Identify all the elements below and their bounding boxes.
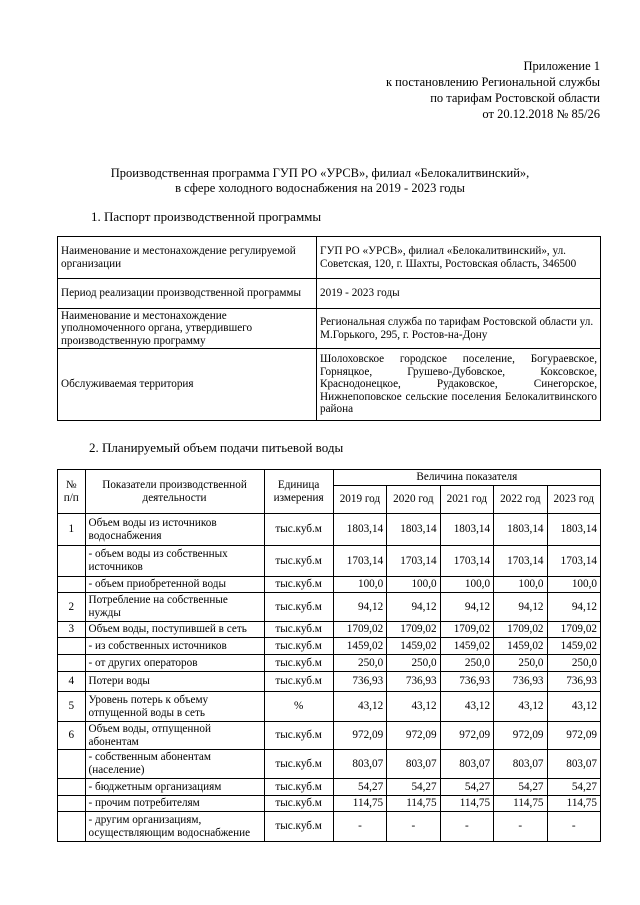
passport-label: Период реализации производственной программы bbox=[58, 279, 317, 309]
row-value: 250,0 bbox=[333, 655, 386, 672]
col-header-name: Показатели производственной деятельности bbox=[85, 470, 264, 514]
row-number bbox=[58, 577, 86, 593]
row-value: 1709,02 bbox=[440, 622, 493, 638]
row-number bbox=[58, 750, 86, 779]
row-value: 54,27 bbox=[440, 779, 493, 796]
row-number bbox=[58, 655, 86, 672]
row-value: 1459,02 bbox=[387, 638, 440, 655]
row-unit: тыс.куб.м bbox=[264, 750, 333, 779]
row-value: - bbox=[387, 812, 440, 842]
row-value: 114,75 bbox=[333, 796, 386, 812]
row-value: 114,75 bbox=[440, 796, 493, 812]
title-line: в сфере холодного водоснабжения на 2019 - 2023 годы bbox=[175, 181, 465, 195]
appendix-line: по тарифам Ростовской области bbox=[430, 91, 600, 105]
table-row bbox=[58, 593, 601, 622]
document-title bbox=[0, 166, 640, 196]
row-unit: тыс.куб.м bbox=[264, 546, 333, 577]
row-number: 5 bbox=[58, 692, 86, 722]
table-row bbox=[58, 812, 601, 842]
passport-value: Шолоховское городское поселение, Богураевское, Горняцкое, Грушево-Дубовское, Коксовское, Краснодонецкое, Рудаковское, Синегорское, Нижнепоповское сельские поселения Белокалитвинского района bbox=[317, 349, 601, 421]
row-value: 736,93 bbox=[333, 672, 386, 692]
table-row bbox=[58, 692, 601, 722]
appendix-line: к постановлению Региональной службы bbox=[385, 75, 600, 89]
row-value: 114,75 bbox=[494, 796, 547, 812]
row-name: Объем воды, отпущенной абонентам bbox=[85, 722, 264, 750]
row-value: 972,09 bbox=[333, 722, 386, 750]
table-row bbox=[58, 514, 601, 546]
passport-value: 2019 - 2023 годы bbox=[317, 279, 601, 309]
row-value: 94,12 bbox=[547, 593, 600, 622]
row-value: 114,75 bbox=[547, 796, 600, 812]
row-number: 4 bbox=[58, 672, 86, 692]
table-row bbox=[58, 796, 601, 812]
row-value: 1459,02 bbox=[494, 638, 547, 655]
row-value: 736,93 bbox=[440, 672, 493, 692]
row-value: 100,0 bbox=[333, 577, 386, 593]
row-value: 1709,02 bbox=[387, 622, 440, 638]
row-value: 100,0 bbox=[387, 577, 440, 593]
row-value: 43,12 bbox=[494, 692, 547, 722]
appendix-block bbox=[386, 58, 600, 122]
row-value: 94,12 bbox=[440, 593, 493, 622]
row-name: - прочим потребителям bbox=[85, 796, 264, 812]
row-unit: тыс.куб.м bbox=[264, 514, 333, 546]
row-number: 6 bbox=[58, 722, 86, 750]
row-number: 1 bbox=[58, 514, 86, 546]
row-name: Объем воды, поступившей в сеть bbox=[85, 622, 264, 638]
row-value: 1803,14 bbox=[387, 514, 440, 546]
row-value: 250,0 bbox=[547, 655, 600, 672]
row-value: - bbox=[440, 812, 493, 842]
row-value: 1459,02 bbox=[547, 638, 600, 655]
row-value: 250,0 bbox=[440, 655, 493, 672]
appendix-line: Приложение 1 bbox=[523, 59, 600, 73]
row-value: 736,93 bbox=[494, 672, 547, 692]
row-value: 1459,02 bbox=[440, 638, 493, 655]
table-row bbox=[58, 672, 601, 692]
row-name: - собственным абонентам (население) bbox=[85, 750, 264, 779]
row-value: 100,0 bbox=[440, 577, 493, 593]
col-header-year: 2020 год bbox=[387, 486, 440, 514]
appendix-line: от 20.12.2018 № 85/26 bbox=[482, 107, 600, 121]
row-value: 94,12 bbox=[333, 593, 386, 622]
col-header-no: № п/п bbox=[58, 470, 86, 514]
row-value: 43,12 bbox=[440, 692, 493, 722]
table-row bbox=[58, 722, 601, 750]
table-row bbox=[58, 779, 601, 796]
row-value: 972,09 bbox=[494, 722, 547, 750]
row-unit: тыс.куб.м bbox=[264, 577, 333, 593]
row-name: - из собственных источников bbox=[85, 638, 264, 655]
row-value: 94,12 bbox=[494, 593, 547, 622]
row-number: 3 bbox=[58, 622, 86, 638]
row-name: Потери воды bbox=[85, 672, 264, 692]
passport-label: Обслуживаемая территория bbox=[58, 349, 317, 421]
row-unit: тыс.куб.м bbox=[264, 779, 333, 796]
row-value: 250,0 bbox=[387, 655, 440, 672]
row-value: 1703,14 bbox=[387, 546, 440, 577]
passport-value: ГУП РО «УРСВ», филиал «Белокалитвинский», ул. Советская, 120, г. Шахты, Ростовская область, 346500 bbox=[317, 237, 601, 279]
col-header-year: 2022 год bbox=[494, 486, 547, 514]
row-value: 803,07 bbox=[387, 750, 440, 779]
row-unit: тыс.куб.м bbox=[264, 622, 333, 638]
row-value: 972,09 bbox=[440, 722, 493, 750]
table-row bbox=[58, 750, 601, 779]
table-row bbox=[58, 655, 601, 672]
row-value: 803,07 bbox=[440, 750, 493, 779]
row-name: Потребление на собственные нужды bbox=[85, 593, 264, 622]
row-value: 1703,14 bbox=[333, 546, 386, 577]
col-header-year: 2021 год bbox=[440, 486, 493, 514]
row-unit: тыс.куб.м bbox=[264, 672, 333, 692]
row-value: 54,27 bbox=[333, 779, 386, 796]
table-row bbox=[58, 279, 601, 309]
row-value: 803,07 bbox=[494, 750, 547, 779]
row-value: 1803,14 bbox=[333, 514, 386, 546]
row-value: 803,07 bbox=[333, 750, 386, 779]
table-row bbox=[58, 577, 601, 593]
row-value: 1703,14 bbox=[494, 546, 547, 577]
row-value: - bbox=[494, 812, 547, 842]
row-unit: тыс.куб.м bbox=[264, 796, 333, 812]
row-value: 100,0 bbox=[494, 577, 547, 593]
row-value: 972,09 bbox=[547, 722, 600, 750]
row-value: 114,75 bbox=[387, 796, 440, 812]
row-value: 54,27 bbox=[387, 779, 440, 796]
row-value: 100,0 bbox=[547, 577, 600, 593]
row-value: 94,12 bbox=[387, 593, 440, 622]
table-row bbox=[58, 622, 601, 638]
row-value: 1709,02 bbox=[333, 622, 386, 638]
row-unit: тыс.куб.м bbox=[264, 593, 333, 622]
row-value: 736,93 bbox=[547, 672, 600, 692]
row-value: 43,12 bbox=[547, 692, 600, 722]
section-heading-passport: 1. Паспорт производственной программы bbox=[91, 209, 322, 224]
row-unit: % bbox=[264, 692, 333, 722]
row-unit: тыс.куб.м bbox=[264, 812, 333, 842]
row-value: 1803,14 bbox=[440, 514, 493, 546]
row-value: 43,12 bbox=[333, 692, 386, 722]
row-value: 1709,02 bbox=[494, 622, 547, 638]
table-row bbox=[58, 237, 601, 279]
row-name: - от других операторов bbox=[85, 655, 264, 672]
passport-table bbox=[57, 236, 601, 421]
row-number bbox=[58, 812, 86, 842]
row-unit: тыс.куб.м bbox=[264, 638, 333, 655]
row-value: 736,93 bbox=[387, 672, 440, 692]
row-value: 43,12 bbox=[387, 692, 440, 722]
row-value: 1803,14 bbox=[494, 514, 547, 546]
row-value: 1709,02 bbox=[547, 622, 600, 638]
row-value: 803,07 bbox=[547, 750, 600, 779]
row-unit: тыс.куб.м bbox=[264, 655, 333, 672]
table-row bbox=[58, 309, 601, 349]
passport-label: Наименование и местонахождение уполномоченного органа, утвердившего производственную программу bbox=[58, 309, 317, 349]
row-number bbox=[58, 796, 86, 812]
row-value: 1703,14 bbox=[547, 546, 600, 577]
row-value: 1459,02 bbox=[333, 638, 386, 655]
col-header-year: 2023 год bbox=[547, 486, 600, 514]
row-number bbox=[58, 546, 86, 577]
table-row bbox=[58, 638, 601, 655]
row-name: Объем воды из источников водоснабжения bbox=[85, 514, 264, 546]
row-number bbox=[58, 638, 86, 655]
row-number bbox=[58, 779, 86, 796]
row-value: 54,27 bbox=[547, 779, 600, 796]
passport-value: Региональная служба по тарифам Ростовской области ул. М.Горького, 295, г. Ростов-на-Дону bbox=[317, 309, 601, 349]
col-header-value-group: Величина показателя bbox=[333, 470, 600, 486]
row-value: - bbox=[333, 812, 386, 842]
table-row bbox=[58, 546, 601, 577]
table-row bbox=[58, 349, 601, 421]
row-value: 1803,14 bbox=[547, 514, 600, 546]
row-name: - бюджетным организациям bbox=[85, 779, 264, 796]
col-header-unit: Единица измерения bbox=[264, 470, 333, 514]
section-heading-volume: 2. Планируемый объем подачи питьевой воды bbox=[89, 440, 344, 455]
table-header-row bbox=[58, 470, 601, 486]
row-value: 250,0 bbox=[494, 655, 547, 672]
row-value: 54,27 bbox=[494, 779, 547, 796]
row-value: - bbox=[547, 812, 600, 842]
row-value: 1703,14 bbox=[440, 546, 493, 577]
row-number: 2 bbox=[58, 593, 86, 622]
row-value: 972,09 bbox=[387, 722, 440, 750]
row-name: Уровень потерь к объему отпущенной воды в сеть bbox=[85, 692, 264, 722]
col-header-year: 2019 год bbox=[333, 486, 386, 514]
title-line: Производственная программа ГУП РО «УРСВ», филиал «Белокалитвинский», bbox=[110, 166, 530, 180]
row-name: - другим организациям, осуществляющим водоснабжение bbox=[85, 812, 264, 842]
row-name: - объем воды из собственных источников bbox=[85, 546, 264, 577]
row-unit: тыс.куб.м bbox=[264, 722, 333, 750]
volume-table bbox=[57, 469, 601, 842]
passport-label: Наименование и местонахождение регулируемой организации bbox=[58, 237, 317, 279]
row-name: - объем приобретенной воды bbox=[85, 577, 264, 593]
